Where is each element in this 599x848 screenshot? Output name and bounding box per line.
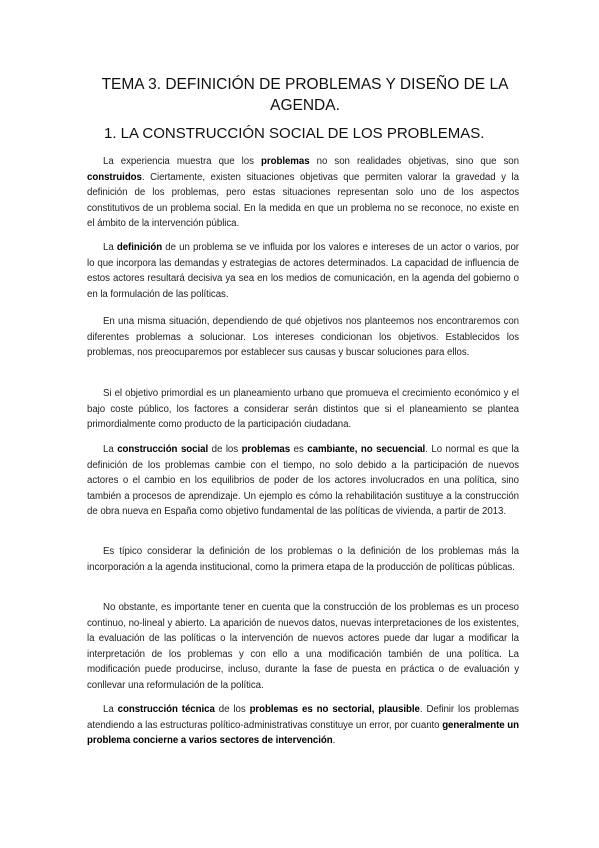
- paragraph-4: Si el objetivo primordial es un planeamiento urbano que promueva el crecimiento económico y el bajo coste público, los factores a considerar serán distintos que si el planeamiento se plantea primordialmente como producto de la participación ciudadana.: [87, 388, 519, 431]
- page-title: [90, 74, 520, 116]
- title-line-1: TEMA 3. DEFINICIÓN DE PROBLEMAS Y DISEÑO DE LA: [101, 76, 509, 93]
- paragraph-8: La construcción técnica de los problemas es no sectorial, plausible. Definir los problemas atendiendo a las estructuras político-administrativas constituye un error, por cuanto generalmente un problema concierne a varios sectores de intervención.: [87, 704, 519, 747]
- section-heading: 1. LA CONSTRUCCIÓN SOCIAL DE LOS PROBLEMAS.: [104, 125, 485, 142]
- paragraph-3: En una misma situación, dependiendo de qué objetivos nos planteemos nos encontraremos con diferentes problemas a solucionar. Los intereses condicionan los objetivos. Establecidos los problemas, nos preocuparemos por establecer sus causas y buscar soluciones para ellos.: [87, 316, 519, 359]
- paragraph-1: La experiencia muestra que los problemas no son realidades objetivas, sino que son construidos. Ciertamente, existen situaciones objetivas que permiten valorar la gravedad y la definición de los problemas, pero estas situaciones representan solo uno de los aspectos constitutivos de un problema social. En la medida en que un problema no se reconoce, no existe en el ámbito de la intervención pública.: [87, 156, 519, 230]
- title-line-2: AGENDA.: [270, 97, 340, 114]
- paragraph-6: Es típico considerar la definición de los problemas o la definición de los problemas más la incorporación a la agenda institucional, como la primera etapa de la producción de políticas públicas.: [87, 546, 519, 573]
- paragraph-2: La definición de un problema se ve influida por los valores e intereses de un actor o varios, por lo que incorpora las demandas y estrategias de actores determinados. La capacidad de influencia de estos actores resultará decisiva ya sea en los medios de comunicación, en la agenda del gobierno o en la formulación de las políticas.: [87, 242, 519, 300]
- paragraph-7: No obstante, es importante tener en cuenta que la construcción de los problemas es un proceso continuo, no-lineal y abierto. La aparición de nuevos datos, nuevas interpretaciones de los existentes, la evaluación de las políticas o la intervención de nuevos actores puede dar lugar a modificar la interpretación de los problemas y con ello a una modificación también de una política. La modificación puede producirse, incluso, durante la fase de puesta en práctica o de evaluación y conllevar una reformulación de la política.: [87, 602, 519, 691]
- paragraph-5: La construcción social de los problemas es cambiante, no secuencial. Lo normal es que la definición de los problemas cambie con el tiempo, no solo debido a la participación de nuevos actores o el cambio en los equilibrios de poder de los actores involucrados en una política, sino también a procesos de aprendizaje. Un ejemplo es cómo la rehabilitación sustituye a la construcción de obra nueva en España como objetivo fundamental de las políticas de vivienda, a partir de 2013.: [87, 444, 519, 518]
